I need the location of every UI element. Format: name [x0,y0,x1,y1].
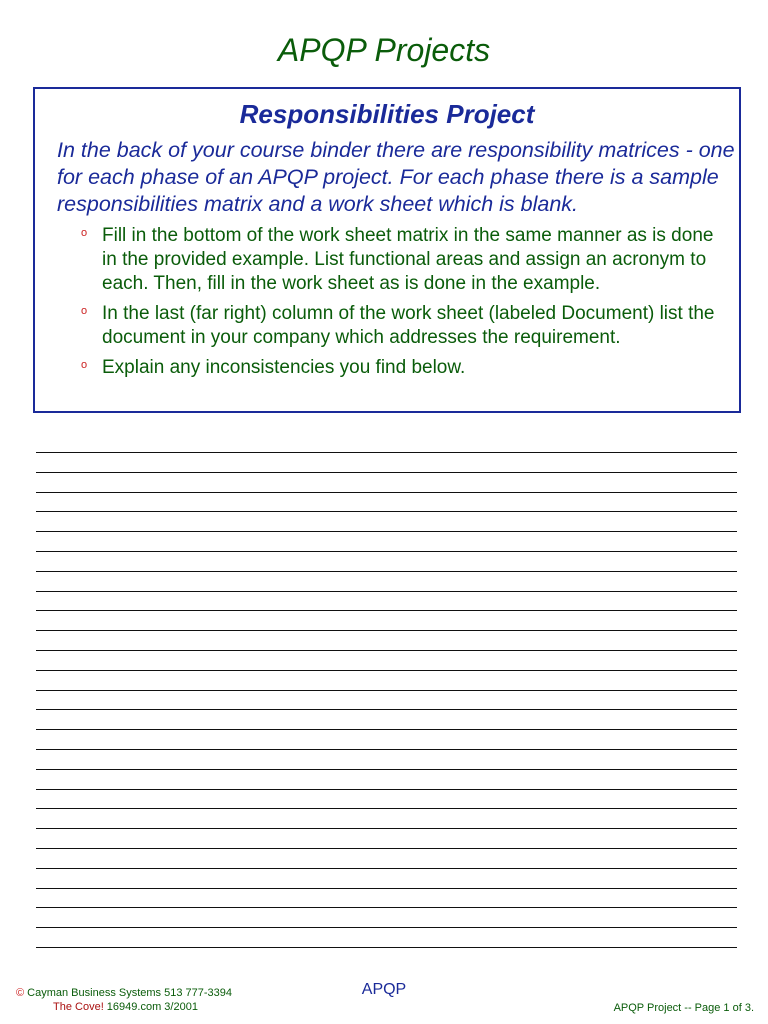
instruction-text: In the last (far right) column of the work sheet (labeled Document) list the document in your company which addresses the requirement. [102,303,715,348]
instruction-list [81,224,731,386]
writing-line [36,927,737,928]
copyright-symbol: © [16,987,25,999]
bullet-icon: o [81,305,88,317]
writing-line [36,511,737,512]
writing-line [36,868,737,869]
intro-paragraph: In the back of your course binder there are responsibility matrices - one for each phase of an APQP project. For each phase there is a sample responsibilities matrix and a work sheet which is blank. [57,138,735,216]
writing-line [36,492,737,493]
cove-label: The Cove! [53,1001,104,1013]
writing-line [36,591,737,592]
writing-line [36,888,737,889]
writing-line [36,650,737,651]
writing-line [36,848,737,849]
responsibilities-project-box [33,87,741,413]
instruction-item-2 [81,302,731,350]
writing-line [36,571,737,572]
bullet-icon: o [81,359,88,371]
instruction-text: Fill in the bottom of the work sheet matrix in the same manner as is done in the provided example. List functional areas and assign an acronym to each. Then, fill in the work sheet as is done in the example. [102,225,714,294]
writing-line [36,670,737,671]
page-title: APQP Projects [277,32,491,68]
writing-line [36,769,737,770]
writing-line [36,610,737,611]
writing-line [36,947,737,948]
company-info: Cayman Business Systems 513 777-3394 [24,987,232,999]
instruction-text: Explain any inconsistencies you find below. [102,357,466,378]
writing-line [36,709,737,710]
cove-info: 16949.com 3/2001 [103,1001,198,1013]
instruction-item-1 [81,224,731,296]
writing-line [36,690,737,691]
writing-line [36,907,737,908]
footer-page-info: APQP Project -- Page 1 of 3. [613,1002,754,1014]
writing-line [36,789,737,790]
writing-line [36,808,737,809]
writing-line [36,531,737,532]
writing-line [36,630,737,631]
box-heading: Responsibilities Project [239,99,535,129]
writing-line [36,551,737,552]
writing-line [36,749,737,750]
writing-line [36,472,737,473]
writing-line [36,452,737,453]
instruction-item-3 [81,356,731,380]
writing-line [36,828,737,829]
writing-line [36,729,737,730]
footer-center-label: APQP [361,981,407,998]
bullet-icon: o [81,227,88,239]
